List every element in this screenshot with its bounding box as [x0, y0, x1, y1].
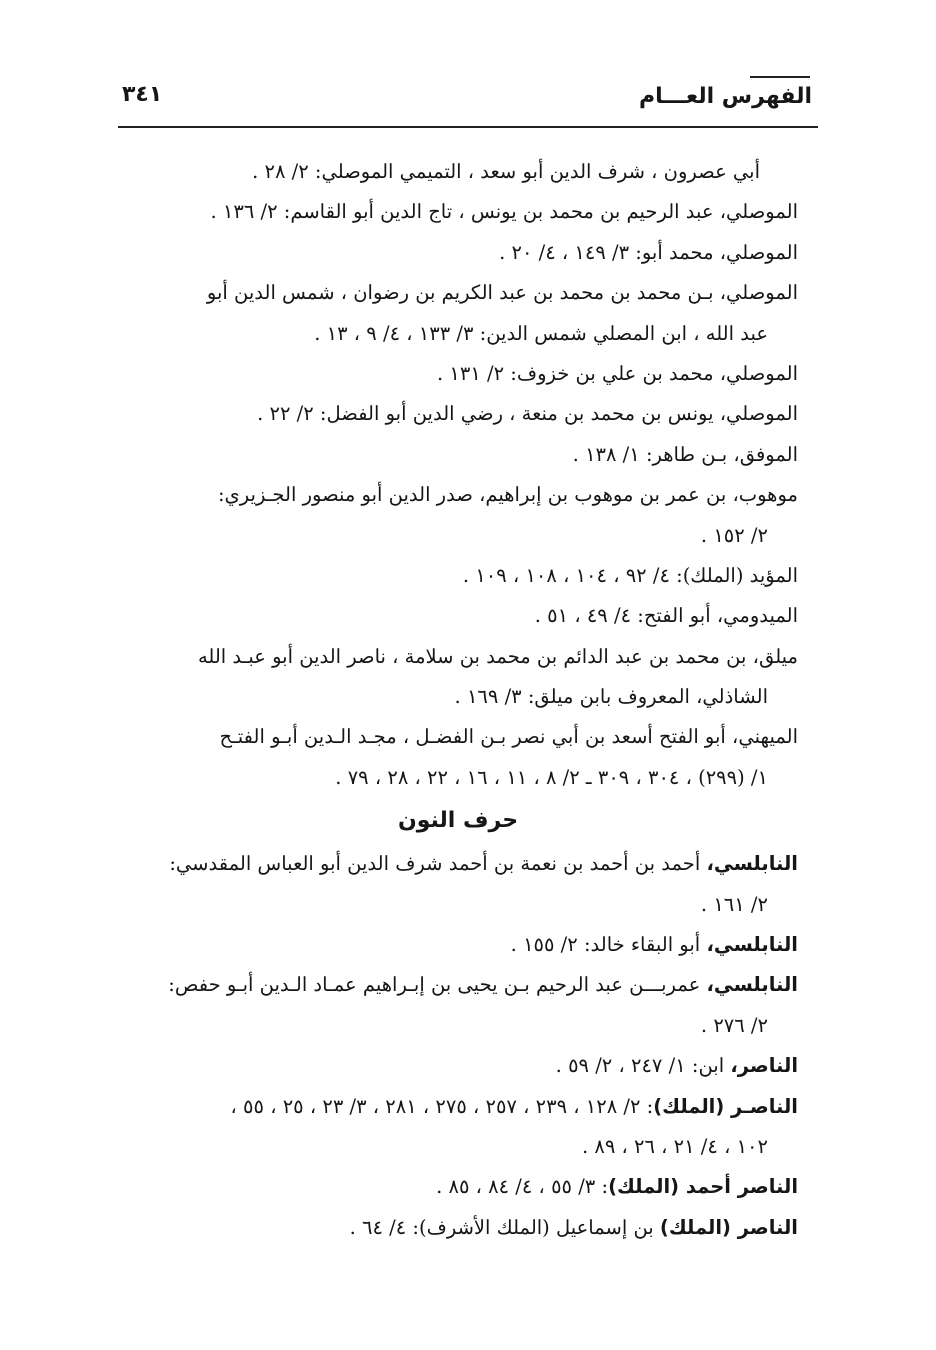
entry-text: عمربـــن عبد الرحيم بـن يحيى بن إبـراهيم عمـاد الـدين أبـو حفص: — [168, 973, 707, 997]
index-line: ٢/ ١٥٢ . — [700, 523, 768, 547]
index-line: الميهني، أبو الفتح أسعد بن أبي نصر بـن الفضـل ، مجـد الـدين أبـو الفتـح — [219, 725, 798, 749]
entry-text: ١٠٢ ، ٤/ ٢١ ، ٢٦ ، ٨٩ . — [581, 1134, 768, 1158]
title-overline — [750, 76, 810, 78]
index-entry — [118, 925, 798, 965]
entry-text: : ٢/ ١٢٨ ، ٢٣٩ ، ٢٥٧ ، ٢٧٥ ، ٢٨١ ، ٣/ ٢٣ ، ٢٥ ، ٥٥ ، — [230, 1094, 654, 1118]
entry-head: النابلسي، — [706, 973, 798, 997]
header-rule — [118, 126, 818, 128]
index-entry — [118, 965, 798, 1005]
index-entry — [118, 1046, 798, 1086]
running-title: الفهرس العـــام — [638, 84, 812, 109]
entry-text: أحمد بن أحمد بن نعمة بن أحمد شرف الدين أبو العباس المقدسي: — [169, 852, 707, 876]
entry-head: النابلسي، — [706, 852, 798, 876]
mim-entries — [118, 152, 798, 798]
index-entry — [118, 1006, 798, 1046]
index-line: الموصلي، محمد بن علي بن خزوف: ٢/ ١٣١ . — [437, 361, 798, 385]
index-line: الميدومي، أبو الفتح: ٤/ ٤٩ ، ٥١ . — [534, 604, 798, 628]
index-line: الموصلي، محمد أبو: ٣/ ١٤٩ ، ٤/ ٢٠ . — [499, 240, 798, 264]
index-line: الموصلي، يونس بن محمد بن منعة ، رضي الدين أبو الفضل: ٢/ ٢٢ . — [257, 402, 798, 426]
index-content — [118, 152, 798, 1248]
entry-text: ابن: ١/ ٢٤٧ ، ٢/ ٥٩ . — [555, 1054, 731, 1078]
index-line: عبد الله ، ابن المصلي شمس الدين: ٣/ ١٣٣ ، ٤/ ٩ ، ١٣ . — [314, 321, 768, 345]
index-line: ميلق، بن محمد بن عبد الدائم بن محمد بن سلامة ، ناصر الدين أبو عبـد الله — [197, 644, 798, 668]
index-entry — [118, 844, 798, 884]
index-line: الموصلي، بـن محمد بن محمد بن عبد الكريم بن رضوان ، شمس الدين أبو — [206, 281, 798, 305]
index-entry — [118, 1167, 798, 1207]
index-entry — [118, 885, 798, 925]
entry-text: أبو البقاء خالد: ٢/ ١٥٥ . — [510, 933, 707, 957]
entry-head: الناصر أحمد (الملك) — [608, 1175, 798, 1199]
index-line: الموصلي، عبد الرحيم بن محمد بن يونس ، تاج الدين أبو القاسم: ٢/ ١٣٦ . — [210, 200, 798, 224]
entry-head: الناصـر (الملك) — [653, 1094, 798, 1118]
entry-head: الناصر (الملك) — [659, 1215, 798, 1239]
nun-entries — [118, 844, 798, 1248]
entry-head: النابلسي، — [706, 933, 798, 957]
index-line: أبي عصرون ، شرف الدين أبو سعد ، التميمي الموصلي: ٢/ ٢٨ . — [252, 160, 760, 183]
index-line: المؤيد (الملك): ٤/ ٩٢ ، ١٠٤ ، ١٠٨ ، ١٠٩ . — [462, 563, 798, 587]
index-entry — [118, 1127, 798, 1167]
index-line: الموفق، بـن طاهر: ١/ ١٣٨ . — [572, 442, 798, 466]
entry-text: : ٣/ ٥٥ ، ٤/ ٨٤ ، ٨٥ . — [436, 1175, 609, 1199]
section-heading: حرف النون — [397, 808, 519, 834]
index-entry — [118, 1087, 798, 1127]
entry-head: الناصر، — [730, 1054, 798, 1078]
page-header — [118, 70, 818, 128]
index-line: الشاذلي، المعروف بابن ميلق: ٣/ ١٦٩ . — [454, 685, 768, 709]
entry-text: بن إسماعيل (الملك الأشرف): ٤/ ٦٤ . — [349, 1215, 660, 1239]
page-number: ٣٤١ — [122, 82, 163, 107]
entry-text: ٢/ ١٦١ . — [700, 892, 768, 916]
index-line: موهوب، بن عمر بن موهوب بن إبراهيم، صدر الدين أبو منصور الجـزيري: — [217, 483, 798, 507]
index-line: ١/ (٢٩٩) ، ٣٠٤ ، ٣٠٩ ـ ٢/ ٨ ، ١١ ، ١٦ ، ٢٢ ، ٢٨ ، ٧٩ . — [335, 765, 768, 789]
entry-text: ٢/ ٢٧٦ . — [700, 1013, 768, 1037]
index-entry — [118, 1208, 798, 1248]
